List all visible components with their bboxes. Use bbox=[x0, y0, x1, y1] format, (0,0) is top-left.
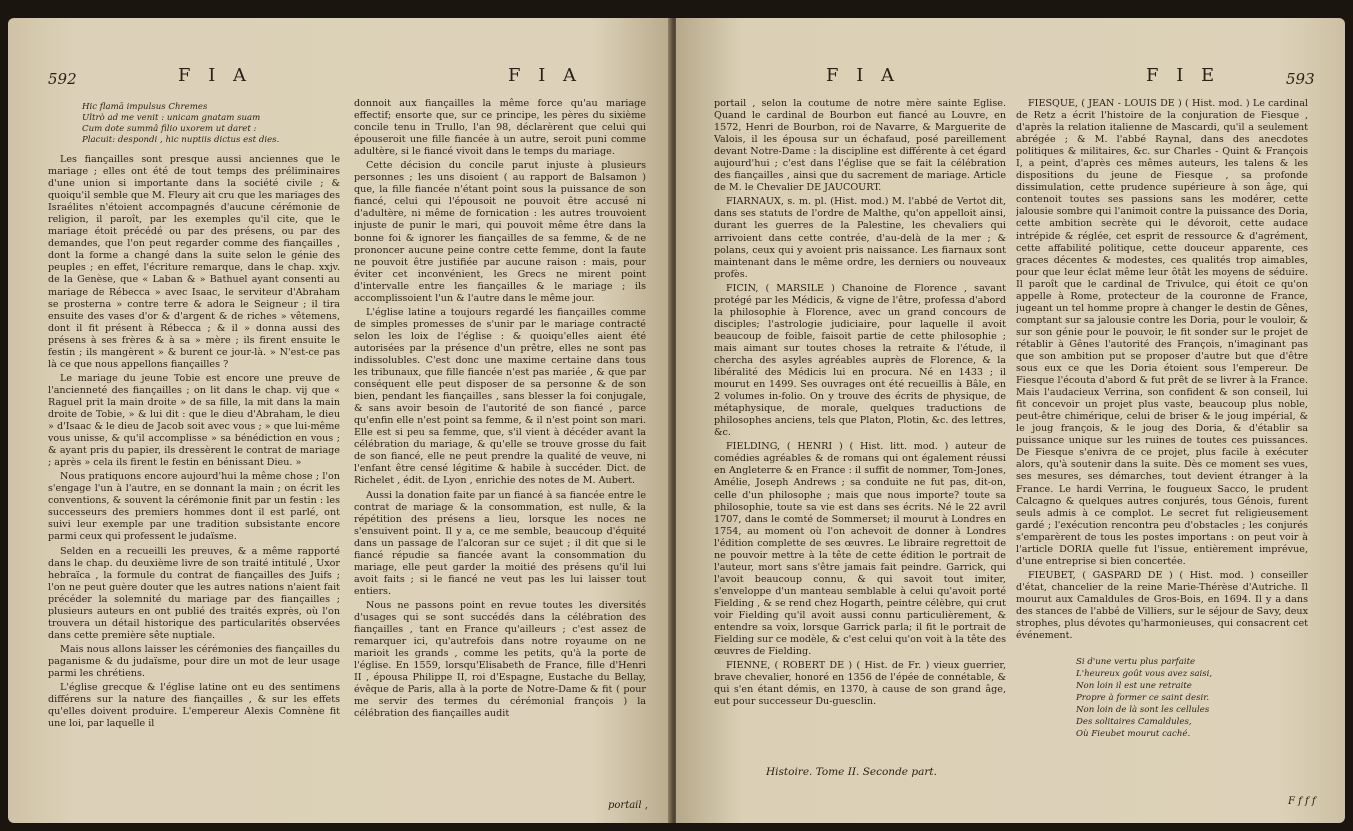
paragraph: donnoit aux fiançailles la même force qu'au mariage effectif; ensorte que, sur ce principe, les pères du sixième concile tenu in Trullo, l'an 98, déclarèrent que celui qui épouseroit une fille fiancée à un autre, seroit puni comme adultère, si le fiancé vivoit dans le temps du mariage. bbox=[354, 98, 646, 158]
verse-line: Ultrò ad me venit : unicam gnatam suam bbox=[82, 113, 261, 123]
entry-fielding: FIELDING, ( HENRI ) ( Hist. litt. mod. ) auteur de comédies agréables & de romans qui ont également réussi en Angleterre & en France : il suffit de nommer, Tom-Jones, Amélie, Joseph Andrews ; sa conduite ne fut pas, dit-on, celle d'un philosophe ; mais que nous importe? toute sa philosophie, toute sa vie est dans ses écrits. Né le 22 avril 1707, dans le comté de Sommerset; il mourut à Londres en 1754, au moment où l'on achevoit de donner à Londres l'édition complette de ses œuvres. Le libraire regrettoit de ne pouvoir mettre à la tête de cette édition le portrait de l'auteur, mort sans s'être jamais fait peindre. Garrick, qui l'avoit beaucoup connu, & qui savoit tout imiter, s'enveloppe d'un manteau semblable à celui qu'avoit porté Fielding , & se rend chez Hogarth, peintre célèbre, qui crut voir Fielding qu'il avoit aussi connu particulièrement, & entendre sa voix, lorsque Garrick parla; il fit le portrait de Fielding sur ce modèle, & c'est celui qu'on voit à la tête des œuvres de Fielding. bbox=[714, 441, 1006, 658]
french-verse bbox=[1076, 656, 1308, 740]
verse-line: L'heureux goût vous avez saisi, bbox=[1076, 669, 1213, 680]
left-column-2 bbox=[354, 98, 646, 810]
paragraph: L'église latine a toujours regardé les fiançailles comme de simples promesses de s'unir par le mariage contracté selon les loix de l'église : & quoiqu'elles aient été autorisées par la présence d'un prêtre, elles ne sont pas indissolubles. C'est donc une maxime certaine dans tous les tribunaux, que fille fiancée n'est pas mariée , & que par conséquent elle peut disposer de sa personne & de son bien, pendant les fiançailles , sans blesser la foi conjugale, & sans avoir besoin de l'autorité de son fiancé , parce qu'enfin elle n'est point sa femme, & il n'est point son mari. Elle est si peu sa femme, que, s'il vient à décéder avant la célébration du mariage, & qu'elle se trouve grosse du fait de son fiancé, elle ne peut prendre la qualité de veuve, ni l'enfant être censé légitime & habile à succéder. Dict. de Richelet , édit. de Lyon , enrichie des notes de M. Aubert. bbox=[354, 306, 646, 487]
entry-fiarnaux: FIARNAUX, s. m. pl. (Hist. mod.) M. l'abbé de Vertot dit, dans ses statuts de l'ordre de Malthe, qu'on appelloit ainsi, durant les guerres de la Palestine, les chevaliers qui arrivoient dans cette contrée, d'au-delà de la mer ; & polans, ceux qui y avoient pris naissance. Les fiarnaux sont maintenant dans le même ordre, les derniers ou nouveaux profès. bbox=[714, 196, 1006, 280]
paragraph: portail , selon la coutume de notre mère sainte Eglise. Quand le cardinal de Bourbon eut fiancé au Louvre, en 1572, Henri de Bourbon, roi de Navarre, & Marguerite de Valois, il les épousa sur un échafaud, posé pareillement devant Notre-Dame : la discipline est différente à cet égard aujourd'hui ; c'est dans l'église que se fait la célébration des fiançailles , ainsi que du sacrement de mariage. Article de M. le Chevalier DE JAUCOURT. bbox=[714, 98, 1006, 194]
paragraph: Selden en a recueilli les preuves, & a même rapporté dans le chap. du deuxième livre de son traité intitulé , Uxor hebraïca , la formule du contrat de fiançailles des Juifs ; l'on ne peut guère douter que les autres nations n'aient fait précéder la solemnité du mariage par des fiançailles ; plusieurs auteurs en ont publié des traités exprès, où l'on trouvera un détail historique des particularités observées dans cette première sête nuptiale. bbox=[48, 545, 340, 641]
left-page-number: 592 bbox=[48, 70, 77, 88]
verse-line: Non loin de là sont les cellules bbox=[1076, 705, 1210, 716]
verse-line: Propre à former ce saint desir. bbox=[1076, 693, 1210, 704]
right-running-head-2: F I E bbox=[1146, 65, 1221, 86]
paragraph: L'église grecque & l'église latine ont eu des sentimens différens sur la nature des fiançailles , & sur les effets qu'elles doivent produire. L'empereur Alexis Comnène fit une loi, par laquelle il bbox=[48, 682, 340, 730]
entry-fieubet: FIEUBET, ( GASPARD DE ) ( Hist. mod. ) conseiller d'état, chancelier de la reine Marie-Thérèse d'Autriche. Il mourut aux Camaldules de Gros-Bois, en 1694. Il y a dans des stances de l'abbé de Villiers, sur le séjour de Savy, deux strophes, plus dévotes qu'harmonieuses, qui consacrent cet événement. bbox=[1016, 569, 1308, 642]
paragraph: Nous ne passons point en revue toutes les diversités d'usages qui se sont succédés dans la célébration des fiançailles , tant en France qu'ailleurs ; c'est assez de remarquer ici, qu'autrefois dans notre royaume on ne marioit les grands , comme les petits, qu'à la porte de l'église. En 1559, lorsqu'Elisabeth de France, fille d'Henri II , épousa Philippe II, roi d'Espagne, Eustache du Bellay, évêque de Paris, alla à la porte de Notre-Dame & fit ( pour me servir des termes du cérémonial françois ) la célébration des fiançailles audit bbox=[354, 599, 646, 720]
entry-fienne: FIENNE, ( ROBERT DE ) ( Hist. de Fr. ) vieux guerrier, brave chevalier, honoré en 1356 de l'épée de connétable, & qui s'en étant démis, en 1370, à cause de son grand âge, eut pour successeur Du-guesclin. bbox=[714, 660, 1006, 708]
right-running-head-1: F I A bbox=[826, 65, 901, 86]
verse-line: Des solitaires Camaldules, bbox=[1076, 717, 1192, 728]
left-running-head-1: F I A bbox=[178, 65, 253, 86]
left-running-head-2: F I A bbox=[508, 65, 583, 86]
left-page bbox=[8, 18, 672, 823]
paragraph: Les fiançailles sont presque aussi anciennes que le mariage ; elles ont été de tout temps des préliminaires d'une union si importante dans la société civile ; & quoiqu'il semble que M. Fleury ait cru que les mariages des Israélites n'étoient accompagnés d'aucune cérémonie de religion, il paroît, par les exemples qu'il cite, que le mariage étoit précédé ou par des présens, ou par des demandes, que l'on peut regarder comme des fiançailles , dont la forme a changé dans la suite selon le génie des peuples ; en effet, l'écriture remarque, dans le chap. xxjv. de la Genèse, que « Laban & » Bathuel ayant consenti au mariage de Rébecca » avec Isaac, le serviteur d'Abraham se prosterna » contre terre & adora le Seigneur ; il tira ensuite des vases d'or & d'argent & de riches » vêtemens, dont il fit présent à Rébecca ; & il » donna aussi des présens à ses frères & à sa » mère ; ils firent ensuite le festin ; ils mangèrent » & burent ce jour-là. » N'est-ce pas là ce que nous appellons fiançailles ? bbox=[48, 154, 340, 370]
entry-fiesque: FIESQUE, ( JEAN - LOUIS DE ) ( Hist. mod. ) Le cardinal de Retz a écrit l'histoire de la conjuration de Fiesque , d'après la relation italienne de Mascardi, qu'il a seulement abrégée ; & M. l'abbé Raynal, dans des anecdotes politiques & militaires, &c. sur Charles - Quint & François I, a peint, d'après ces mêmes auteurs, les talens & les dispositions du jeune de Fiesque , sa profonde dissimulation, cette prudence supérieure à son âge, qui contenoit toutes ses passions sans les modérer, cette jalousie sombre qui l'animoit contre la puissance des Doria, cette ambition secrète qui le dévoroit, cette audace intrépide & réglée, cet esprit de ressource & d'agrément, cette affabilité politique, cette douceur apparente, ces graces décentes & modestes, ces qualités trop aimables, pour que leur éclat même leur ôtât les moyens de séduire. Il paroît que le cardinal de Trivulce, qui étoit ce qu'on appelle à Rome, protecteur de la couronne de France, jugeant un tel homme propre à changer le destin de Gênes, comptant sur sa jalousie contre les Doria, pour le vouloir, & sur son génie pour le pouvoir, le fit sonder sur le projet de rétablir à Gênes l'autorité des François, n'imaginant pas que son ambition put se proposer d'autre but que d'être sous eux ce que les Doria étoient sous l'empereur. De Fiesque l'écouta d'abord & fut prêt de se livrer à la France. Mais l'audacieux Verrina, son confident & son conseil, lui fit concevoir un projet plus vaste, beaucoup plus noble, peut-être chimérique, celui de briser & le joug impérial, & le joug françois, & le joug des Doria, & d'établir sa puissance unique sur les ruines de toutes ces puissances. De Fiesque s'enivra de ce projet, plus facile à exécuter alors, qu'à soutenir dans la suite. Dès ce moment ses vues, ses mesures, ses démarches, tout devient étranger à la France. Le hardi Verrina, le fougueux Sacco, le prudent Calcagno & quelques autres conjurés, tous Génois, furent seuls admis à ce complot. Le secret fut religieusement gardé ; l'exécution rencontra peu d'obstacles ; les conjurés s'emparèrent de tous les postes importans : on peut voir à l'article DORIA quelle fut l'issue, entièrement imprévue, d'une entreprise si bien concertée. bbox=[1016, 98, 1308, 567]
paragraph: Mais nous allons laisser les cérémonies des fiançailles du paganisme & du judaïsme, pour dire un mot de leur usage parmi les chrétiens. bbox=[48, 643, 340, 679]
verse-line: Non loin il est une retraite bbox=[1076, 681, 1192, 692]
footer-volume: Histoire. Tome II. Seconde part. bbox=[766, 766, 937, 778]
right-column-2 bbox=[1016, 98, 1308, 810]
latin-verse bbox=[82, 102, 340, 146]
paragraph: Cette décision du concile parut injuste à plusieurs personnes ; les uns disoient ( au rapport de Balsamon ) que, la fille fiancée n'étant point sous la puissance de son fiancé, celui qui l'épousoit ne pouvoit être accusé ni d'adultère, ni même de fornication : les autres trouvoient injuste de punir le mari, qui pouvoit même être dans la bonne foi & ignorer les fiançailles de sa femme, & de ne prononcer aucune peine contre cette femme, dont la faute ne pouvoit être justifiée par aucune raison : mais, pour éviter cet inconvénient, les Grecs ne mirent point d'intervalle entre les fiançailles & le mariage ; ils accomplissoient l'un & l'autre dans le même jour. bbox=[354, 160, 646, 304]
right-page bbox=[676, 18, 1345, 823]
book-spread bbox=[8, 18, 1345, 823]
verse-line: Où Fieubet mourut caché. bbox=[1076, 729, 1191, 740]
verse-line: Cum dote summâ filio uxorem ut daret : bbox=[82, 124, 257, 134]
left-column-1 bbox=[48, 102, 340, 802]
paragraph: Nous pratiquons encore aujourd'hui la même chose ; l'on s'engage l'un à l'autre, en se donnant la main ; on écrit les conventions, & souvent la cérémonie finit par un festin : les successeurs des premiers hommes dont il est parlé, ont suivi leur exemple par une tradition subsistante encore parmi ceux qui professent le judaïsme. bbox=[48, 471, 340, 543]
paragraph: Aussi la donation faite par un fiancé à sa fiancée entre le contrat de mariage & la consommation, est nulle, & la répétition des présens a lieu, lorsque les noces ne s'ensuivent point. Il y a, ce me semble, beaucoup d'équité dans un passage de l'alcoran sur ce sujet ; il dit que si le fiancé répudie sa fiancée avant la consommation du mariage, elle peut garder la moitié des présens qu'il lui avoit faits ; si le fiancé ne veut pas les lui laisser tout entiers. bbox=[354, 489, 646, 597]
entry-ficin: FICIN, ( MARSILE ) Chanoine de Florence , savant protégé par les Médicis, & vigne de l'être, professa d'abord la philosophie à Florence, avec un grand concours de disciples; l'astrologie judiciaire, pour laquelle il avoit beaucoup de foible, faisoit partie de cette philosophie ; mais aimant sur toutes choses la retraite & l'étude, il chercha des asyles agréables auprès de Florence, & la libéralité des Médicis lui en procura. Né en 1433 ; il mourut en 1499. Ses ouvrages ont été recueillis à Bâle, en 2 volumes in-folio. On y trouve des écrits de physique, de métaphysique, de morale, quelques traductions de philosophes anciens, tels que Platon, Plotin, &c. des lettres, &c. bbox=[714, 282, 1006, 439]
signature-mark: F f f f bbox=[1288, 796, 1316, 807]
paragraph: Le mariage du jeune Tobie est encore une preuve de l'ancienneté des fiançailles ; on lit dans le chap. vij que « Raguel prit la main droite » de sa fille, la mit dans la main droite de Tobie, » & lui dit : que le dieu d'Abraham, le dieu » d'Isaac & le dieu de Jacob soit avec vous ; » que lui-même vous unisse, & qu'il accomplisse » sa bénédiction en vous ; & ayant pris du papier, ils dressèrent le contrat de mariage ; après » cela ils firent le festin en bénissant Dieu. » bbox=[48, 372, 340, 469]
right-page-number: 593 bbox=[1286, 70, 1315, 88]
right-column-1 bbox=[714, 98, 1006, 758]
verse-line: Si d'une vertu plus parfaite bbox=[1076, 657, 1196, 668]
verse-line: Hic flamā impulsus Chremes bbox=[82, 102, 208, 112]
catchword: portail , bbox=[608, 800, 648, 811]
verse-line: Placuit: despondi , hic nuptiis dictus est dies. bbox=[82, 135, 280, 145]
